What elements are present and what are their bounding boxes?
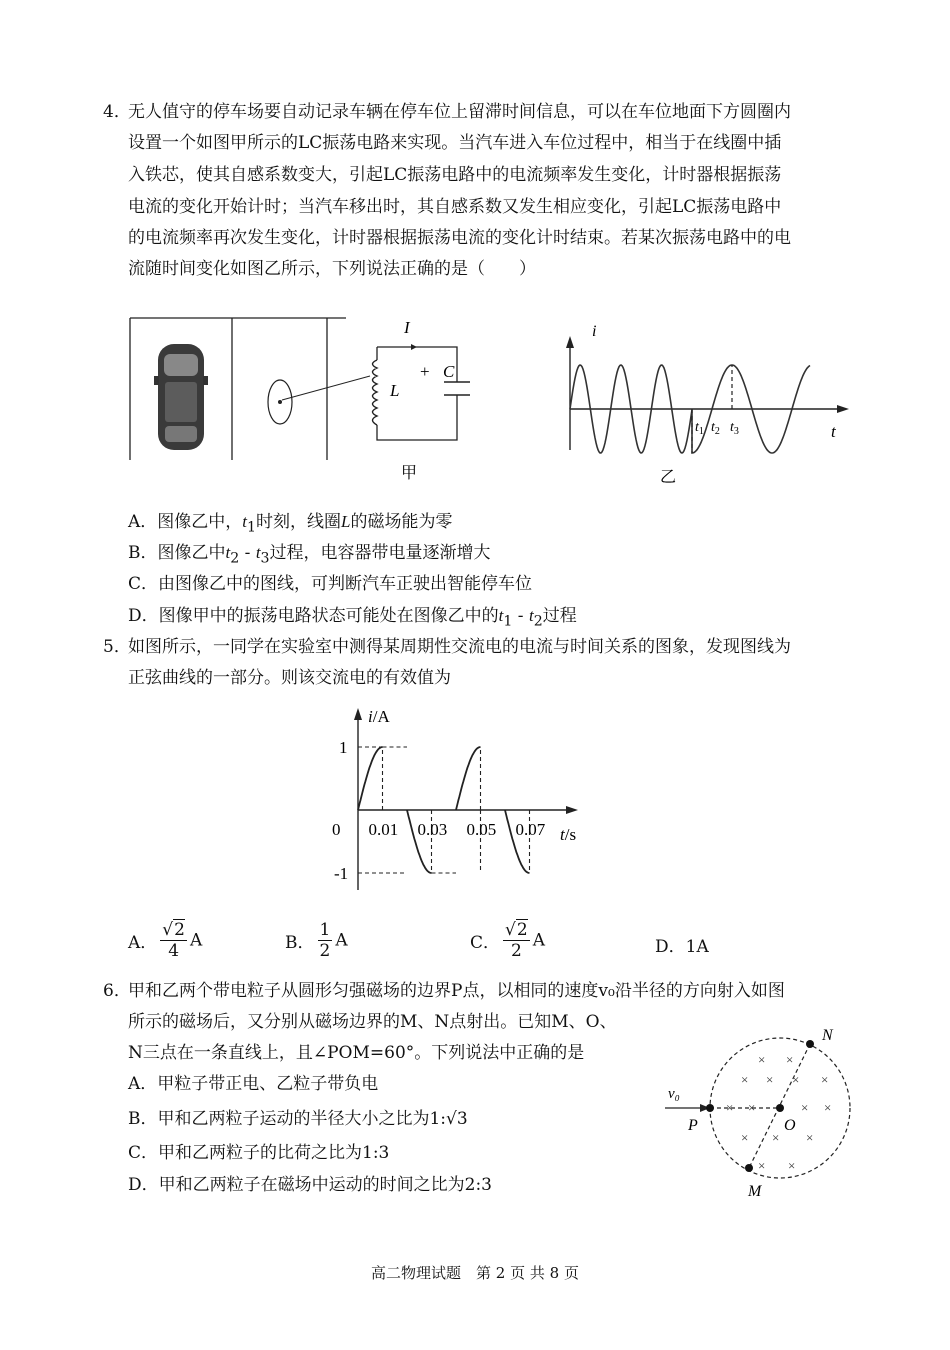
plus-sign: + (420, 362, 430, 381)
page-footer: 高二物理试题 第 2 页 共 8 页 (371, 1264, 579, 1282)
magnetic-field-cross: × (766, 1072, 774, 1087)
q4-line-1: 无人值守的停车场要自动记录车辆在停车位上留滞时间信息，可以在车位地面下方圆圈内 (128, 102, 791, 122)
q4-option-b: B．图像乙中$t_2 - t_3$过程，电容器带电量逐渐增大 (128, 543, 491, 567)
magnetic-field-cross: × (741, 1130, 749, 1145)
q5-option-b: B． $\frac{1}{2}$ A (285, 920, 348, 961)
magnetic-field-cross: × (788, 1158, 796, 1173)
magnetic-field-cross: × (748, 1100, 756, 1115)
magnetic-field-cross: × (772, 1130, 780, 1145)
q5-current-time-chart (320, 700, 600, 900)
q5-x-label: t/s (560, 825, 577, 844)
x-tick-label: 0.03 (417, 820, 448, 839)
inductor-label: L (390, 381, 400, 400)
magnetic-field-cross: × (726, 1100, 734, 1115)
q4-line-3: 入铁芯，使其自感系数变大，引起LC振荡电路中的电流频率发生变化，计时器根据振荡 (128, 165, 782, 185)
q5-line-2: 正弦曲线的一部分。则该交流电的有效值为 (128, 668, 451, 688)
figure-jia-lc-circuit (120, 300, 480, 490)
q6-option-c: C．甲和乙两粒子的比荷之比为1:3 (128, 1143, 390, 1163)
car-icon (154, 344, 208, 450)
q4-option-d: D．图像甲中的振荡电路状态可能处在图像乙中的$t_1 - t_2$过程 (128, 606, 577, 630)
current-segment-0 (358, 747, 383, 810)
q4-option-c: C．由图像乙中的图线，可判断汽车正驶出智能停车位 (128, 574, 533, 594)
q6-line-1: 甲和乙两个带电粒子从圆形匀强磁场的边界P点，以相同的速度v₀沿半径的方向射入如图 (128, 981, 785, 1001)
q4-line-4: 电流的变化开始计时；当汽车移出时，其自感系数又发生相应变化，引起LC振荡电路中 (128, 197, 782, 217)
magnetic-field-cross: × (801, 1100, 809, 1115)
magnetic-field-cross: × (741, 1072, 749, 1087)
q6-option-d: D．甲和乙两粒子在磁场中运动的时间之比为2:3 (128, 1175, 492, 1195)
q4-line-6: 流随时间变化如图乙所示，下列说法正确的是（ ） (128, 259, 536, 279)
capacitor-label: C (443, 362, 455, 381)
x-tick-label: 0.05 (466, 820, 497, 839)
q4-line-2: 设置一个如图甲所示的LC振荡电路来实现。当汽车进入车位过程中，相当于在线圈中插 (128, 133, 782, 153)
figure-yi-current-graph (555, 320, 855, 490)
yi-y-label: i (592, 323, 597, 340)
magnetic-field-cross: × (792, 1072, 800, 1087)
q6-magnetic-field-figure (660, 1020, 860, 1205)
magnetic-field-cross: × (806, 1130, 814, 1145)
magnetic-field-cross: × (821, 1072, 829, 1087)
q6-option-a: A．甲粒子带正电、乙粒子带负电 (128, 1074, 379, 1094)
q5-origin-label: 0 (332, 820, 341, 839)
magnetic-field-cross: × (786, 1052, 794, 1067)
q6-number: 6． (103, 981, 131, 1001)
yi-x-label: t (831, 422, 836, 441)
point-o (776, 1104, 784, 1112)
current-segment-4 (456, 747, 481, 810)
q6-line-3: N三点在一条直线上，且∠POM=60°。下列说法中正确的是 (128, 1043, 585, 1063)
q5-y-label: i/A (368, 707, 390, 726)
q5-option-d: D．1A (655, 937, 709, 957)
point-m (745, 1164, 753, 1172)
q5-option-c: C． $\frac{√2}{2}$ A (470, 920, 545, 961)
n-label: N (822, 1027, 833, 1044)
magnetic-field-cross: × (758, 1052, 766, 1067)
q5-options (128, 920, 828, 970)
q4-number: 4． (103, 102, 131, 122)
magnetic-field-cross: × (758, 1158, 766, 1173)
point-n (806, 1040, 814, 1048)
inductor-coil-icon (373, 360, 378, 425)
point-p (706, 1104, 714, 1112)
yi-t1-label: $t_1$ (695, 420, 704, 437)
o-label: O (784, 1117, 796, 1134)
x-tick-label: 0.07 (515, 820, 546, 839)
q5-option-a: A． $\frac{√2}{4}$ A (128, 920, 203, 961)
q4-line-5: 的电流频率再次发生变化，计时器根据振荡电流的变化计时结束。若某次振荡电路中的电 (128, 228, 791, 248)
q5-line-1: 如图所示，一同学在实验室中测得某周期性交流电的电流与时间关系的图象，发现图线为 (128, 637, 791, 657)
figure-jia-caption: 甲 (401, 465, 418, 482)
magnetic-field-cross: × (824, 1100, 832, 1115)
yi-t3-label: $t_3$ (730, 420, 739, 437)
p-label: P (688, 1117, 698, 1134)
q5-number: 5． (103, 637, 131, 657)
current-label: I (404, 318, 410, 337)
q6-line-2: 所示的磁场后，又分别从磁场边界的M、N点射出。已知M、O、 (128, 1012, 617, 1032)
q4-option-a: A．图像乙中，$t_1$时刻，线圈L的磁场能为零 (128, 512, 453, 536)
x-tick-label: 0.01 (368, 820, 399, 839)
q6-option-b: B．甲和乙两粒子运动的半径大小之比为1:√3 (128, 1109, 468, 1129)
y-tick-label: 1 (339, 738, 348, 757)
figure-yi-caption: 乙 (660, 469, 677, 486)
y-tick-label: -1 (334, 864, 349, 883)
m-label: M (748, 1183, 762, 1200)
v0-label: v₀ (668, 1086, 680, 1102)
yi-t2-label: $t_2$ (711, 420, 720, 437)
